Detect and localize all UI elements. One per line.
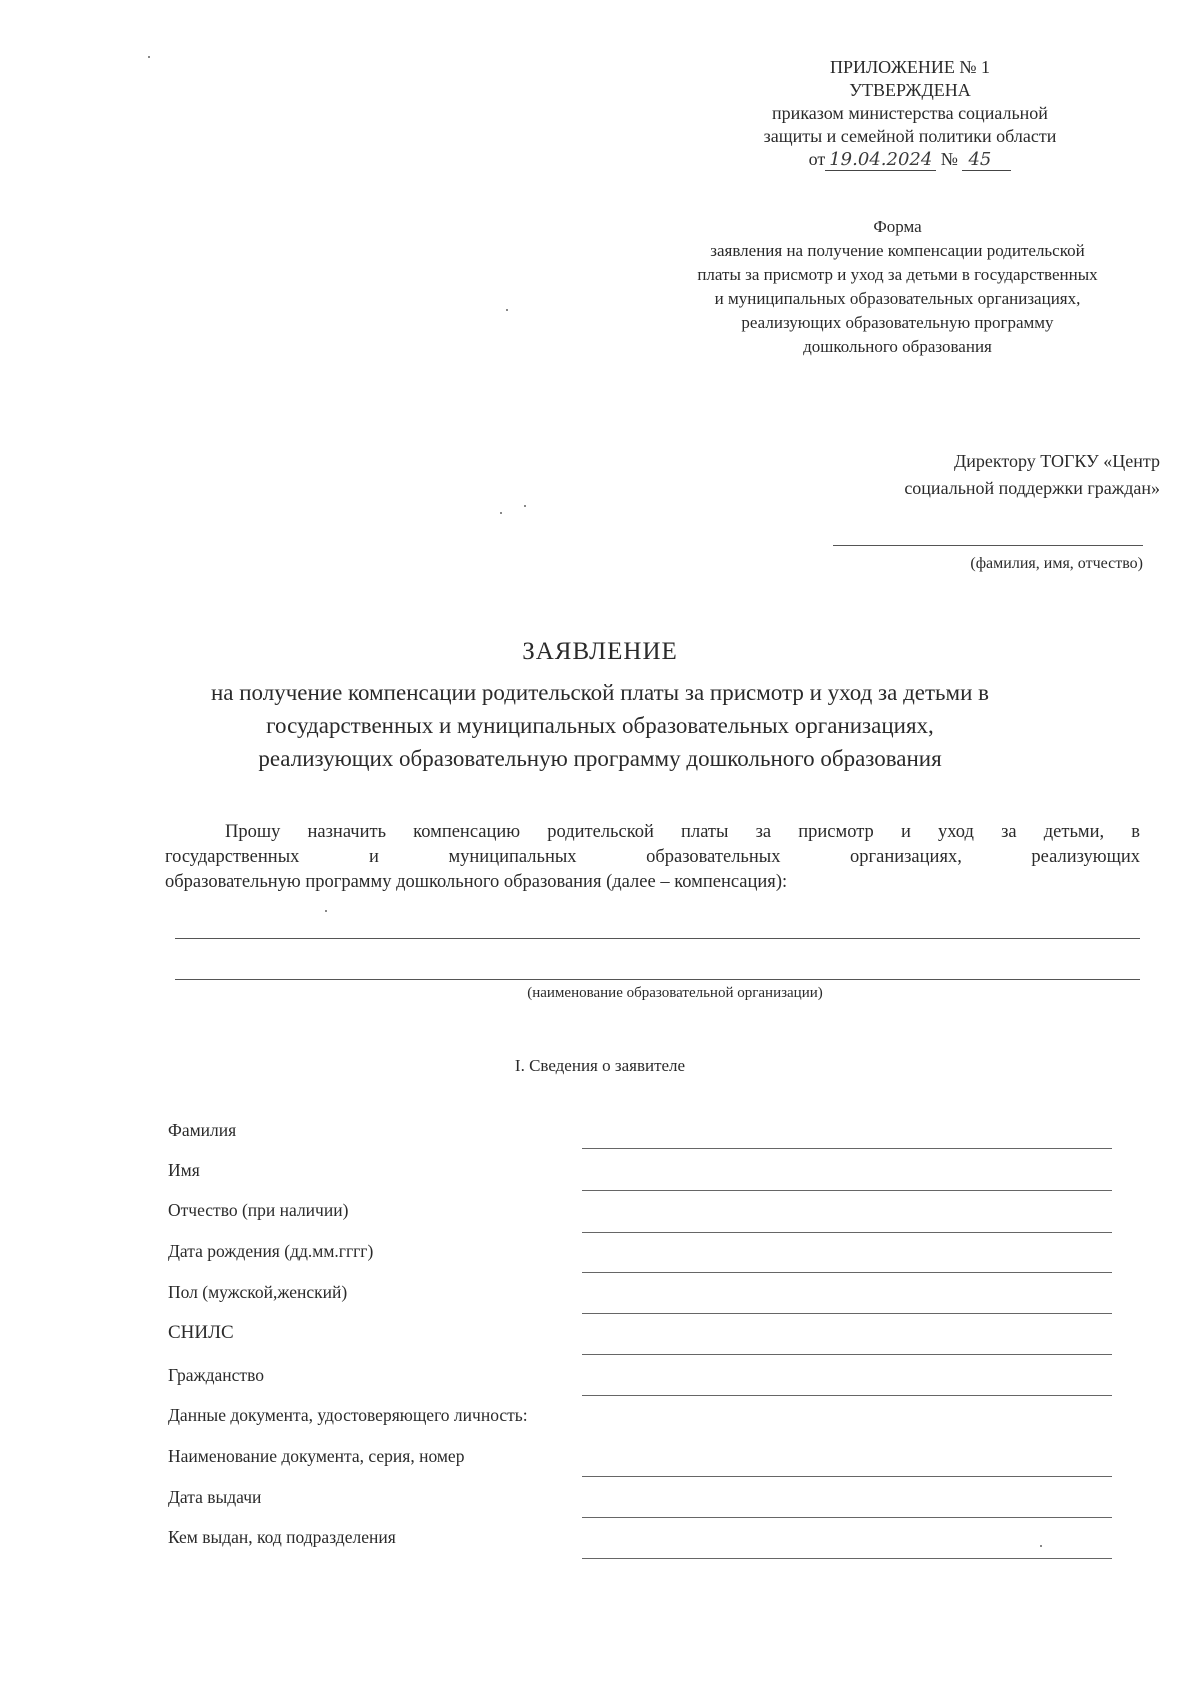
field-line-name <box>582 1190 1112 1191</box>
order-line-2: защиты и семейной политики области <box>763 126 1057 146</box>
form-line: реализующих образовательную программу <box>741 313 1054 332</box>
field-label-issued-by: Кем выдан, код подразделения <box>168 1527 396 1547</box>
scan-speck <box>500 512 502 514</box>
org-name-line-1 <box>175 938 1140 939</box>
subtitle-line: государственных и муниципальных образовательных организациях, <box>266 713 934 738</box>
fio-blank-line <box>833 545 1143 546</box>
org-name-line-2 <box>175 979 1140 980</box>
field-line-gender <box>582 1313 1112 1314</box>
scan-speck <box>524 505 526 507</box>
approved-label: УТВЕРЖДЕНА <box>849 80 971 100</box>
field-label-surname: Фамилия <box>168 1120 237 1140</box>
field-label-snils: СНИЛС <box>168 1322 234 1343</box>
document-subtitle <box>150 676 1050 775</box>
field-label-id-document: Данные документа, удостоверяющего личность: <box>168 1405 528 1425</box>
form-line: заявления на получение компенсации родительской <box>710 241 1085 260</box>
field-line-doc-name-series-number <box>582 1476 1112 1477</box>
field-line-citizenship <box>582 1395 1112 1396</box>
field-line-surname <box>582 1148 1112 1149</box>
subtitle-line: на получение компенсации родительской платы за присмотр и уход за детьми в <box>210 680 990 705</box>
field-line-patronymic <box>582 1232 1112 1233</box>
scan-speck <box>1040 1545 1042 1547</box>
order-date-handwritten: 19.04.2024 <box>825 149 936 171</box>
date-prefix: от <box>808 149 826 169</box>
request-paragraph <box>165 820 1140 895</box>
document-title: ЗАЯВЛЕНИЕ <box>522 638 678 665</box>
order-date-line <box>809 148 1012 171</box>
form-label: Форма <box>873 217 922 236</box>
field-line-snils <box>582 1354 1112 1355</box>
field-line-issued-by <box>582 1558 1112 1559</box>
form-line: платы за присмотр и уход за детьми в государственных <box>697 265 1098 284</box>
approval-header <box>700 56 1120 171</box>
field-label-gender: Пол (мужской,женский) <box>168 1282 348 1302</box>
form-line: дошкольного образования <box>803 337 992 356</box>
form-description <box>610 215 1185 359</box>
field-line-issue-date <box>582 1517 1112 1518</box>
field-label-name: Имя <box>168 1160 200 1180</box>
field-line-birthdate <box>582 1272 1112 1273</box>
org-caption: (наименование образовательной организации) <box>527 985 823 1001</box>
number-prefix: № <box>940 149 958 169</box>
scan-speck <box>325 910 327 912</box>
field-label-patronymic: Отчество (при наличии) <box>168 1200 349 1220</box>
scan-speck <box>506 309 508 311</box>
field-label-issue-date: Дата выдачи <box>168 1487 262 1507</box>
addressee-block <box>820 448 1160 502</box>
appendix-label: ПРИЛОЖЕНИЕ № 1 <box>829 57 991 77</box>
field-label-citizenship: Гражданство <box>168 1365 264 1385</box>
subtitle-line: реализующих образовательную программу дошкольного образования <box>258 746 942 771</box>
field-label-doc-name-series-number: Наименование документа, серия, номер <box>168 1446 465 1466</box>
request-line: образовательную программу дошкольного образования (далее – компенсация): <box>165 872 788 892</box>
addressee-line-1: Директору ТОГКУ «Центр <box>953 451 1160 471</box>
scan-speck <box>148 56 150 58</box>
field-label-birthdate: Дата рождения (дд.мм.гггг) <box>168 1241 374 1261</box>
request-line: Прошу назначить компенсацию родительской платы за присмотр и уход за детьми, в <box>225 822 1140 842</box>
form-line: и муниципальных образовательных организациях, <box>714 289 1081 308</box>
order-number-handwritten: 45 <box>962 149 1011 171</box>
fio-caption: (фамилия, имя, отчество) <box>970 555 1143 572</box>
section-title-applicant: I. Сведения о заявителе <box>514 1056 686 1075</box>
order-line-1: приказом министерства социальной <box>772 103 1048 123</box>
request-line: государственных и муниципальных образовательных организациях, реализующих <box>165 847 1140 867</box>
addressee-line-2: социальной поддержки граждан» <box>904 478 1160 498</box>
